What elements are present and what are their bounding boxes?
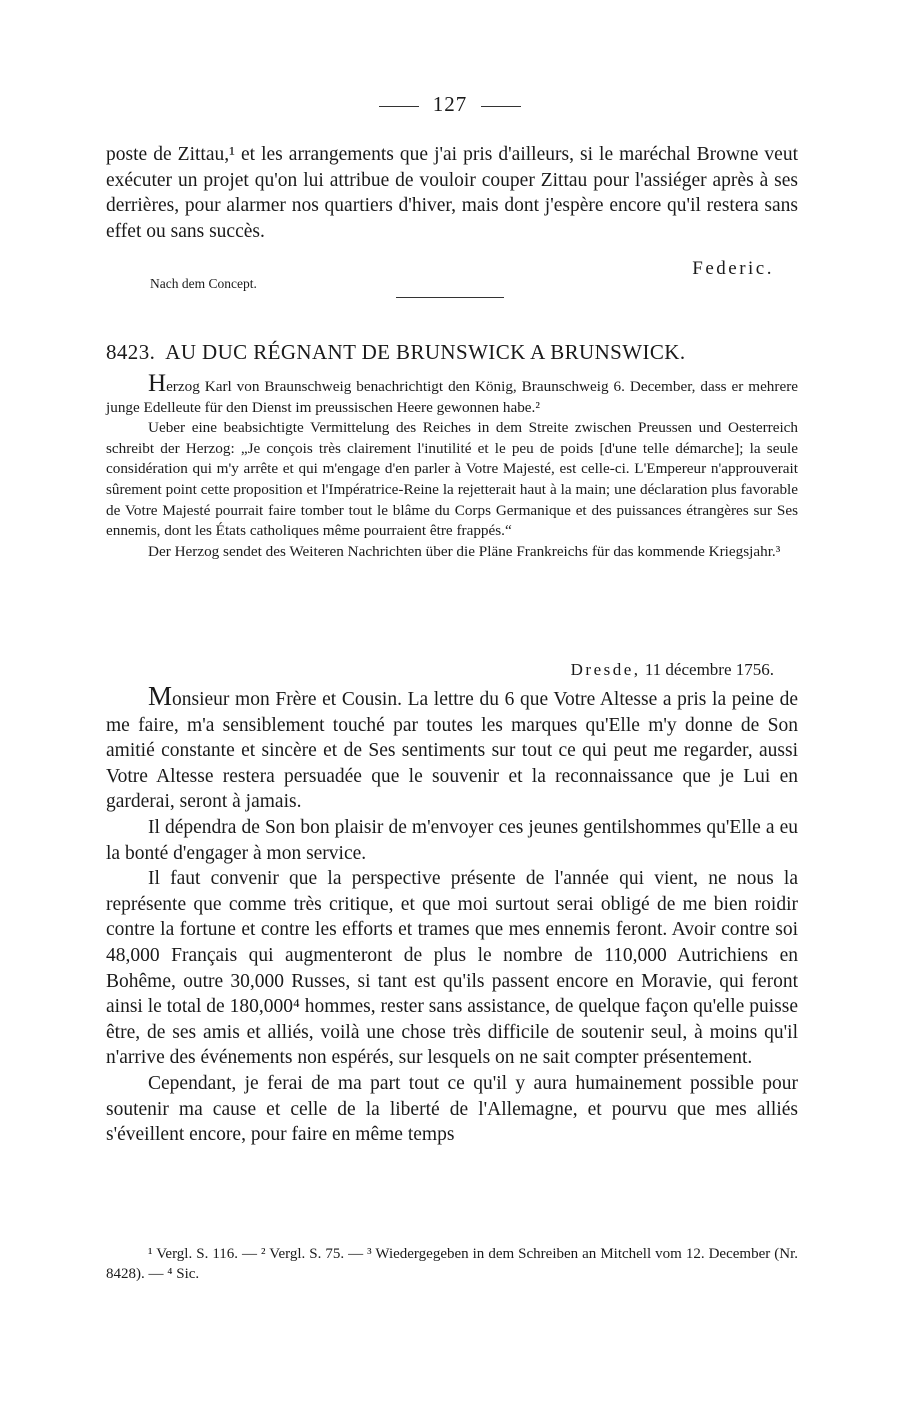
- body-paragraph-3: Il faut convenir que la perspective présente de l'année qui vient, ne nous la représente que comme très critique, et que moi surtout serai obligé de me bien roidir contre la fortune et contre les efforts et trames que mes ennemis feront. Avoir contre soi 48,000 Français qui augmenteront de plus le nombre de 110,000 Autrichiens en Bohême, outre 30,000 Russes, si tant est qu'ils passent encore en Moravie, qui feront ainsi le total de 180,000⁴ hommes, rester sans assistance, de quelque façon qu'elle puisse être, de ses amis et alliés, voilà une chose très difficile de soutenir seul, à moins qu'il n'arrive des événements non espérés, sur lesquels on ne sait compter présentement.: [106, 868, 798, 1069]
- source-note: Nach dem Concept.: [150, 276, 257, 291]
- letter-body: [106, 681, 798, 1148]
- date: 11 décembre 1756.: [644, 660, 774, 679]
- letter-number: 8423.: [106, 340, 156, 364]
- body-paragraph-4: Cependant, je ferai de ma part tout ce qu'il y aura humainement possible pour soutenir ma cause et celle de la liberté de l'Allemagne, et pourvu que mes alliés s'éveillent encore, pour faire en même temps: [106, 1072, 798, 1146]
- summary-initial: H: [148, 370, 167, 397]
- signature-row: [106, 256, 798, 296]
- head-dash-left: [379, 106, 419, 107]
- continued-text: poste de Zittau,¹ et les arrangements que j'ai pris d'ailleurs, si le maréchal Browne veut exécuter un projet qu'on lui attribue de vouloir couper Zittau pour l'assiéger après à ses derrières, pour alarmer nos quartiers d'hiver, mais dont j'espère encore qu'il restera sans effet ou sans succès.: [106, 144, 798, 242]
- body-paragraph-1: Monsieur mon Frère et Cousin. La lettre du 6 que Votre Altesse a pris la peine de me faire, m'a sensiblement touché par toutes les marques qu'Elle m'y donne de Son amitié constante et sincère et de Ses sentiments sur tout ce qui peut me regarder, aussi Votre Altesse restera persuadée que le souvenir et la reconnaissance que je Lui en garderai, seront à jamais.: [106, 681, 798, 813]
- page-number: 127: [432, 92, 468, 116]
- body-initial: M: [148, 681, 173, 711]
- dateline: [571, 660, 774, 680]
- body-paragraph-2: Il dépendra de Son bon plaisir de m'envoyer ces jeunes gentilshommes qu'Elle a eu la bonté d'engager à mon service.: [106, 816, 798, 864]
- running-head: [0, 92, 900, 117]
- summary-paragraph-1: Herzog Karl von Braunschweig benachrichtigt den König, Braunschweig 6. December, dass er mehrere junge Edelleute für den Dienst im preussischen Heere gewonnen habe.²: [106, 370, 798, 416]
- summary-paragraph-3: Der Herzog sendet des Weiteren Nachrichten über die Pläne Frankreichs für das kommende Kriegsjahr.³: [148, 542, 781, 560]
- footnotes: ¹ Vergl. S. 116. — ² Vergl. S. 75. — ³ Wiedergegeben in dem Schreiben an Mitchell vom 12. December (Nr. 8428). — ⁴ Sic.: [106, 1246, 798, 1282]
- signature: Federic.: [692, 258, 774, 279]
- date-place: Dresde,: [570, 660, 641, 679]
- section-divider: [396, 297, 504, 298]
- summary-block: [106, 370, 798, 562]
- letter-title: AU DUC RÉGNANT DE BRUNSWICK A BRUNSWICK.: [165, 340, 686, 364]
- continued-text-block: [106, 142, 798, 244]
- summary-paragraph-2: Ueber eine beabsichtigte Vermittelung des Reiches in dem Streite zwischen Preussen und Oesterreich schreibt der Herzog: „Je conçois très clairement l'inutilité et le peu de poids [d'une telle démarche]; la seule considération qui m'y arrête et qui m'engage d'en parler à Votre Majesté, est celle-ci. L'Empereur n'approuverait sûrement point cette proposition et l'Impératrice-Reine la rejetterait haut à la main; une déclaration plus favorable de Votre Majesté pourrait faire tomber tout le blâme du Corps Germanique et des puissances étrangères sur Ses ennemis, dont les États catholiques même pourraient être frappés.“: [106, 419, 798, 540]
- letter-heading: [106, 340, 798, 365]
- head-dash-right: [481, 106, 521, 107]
